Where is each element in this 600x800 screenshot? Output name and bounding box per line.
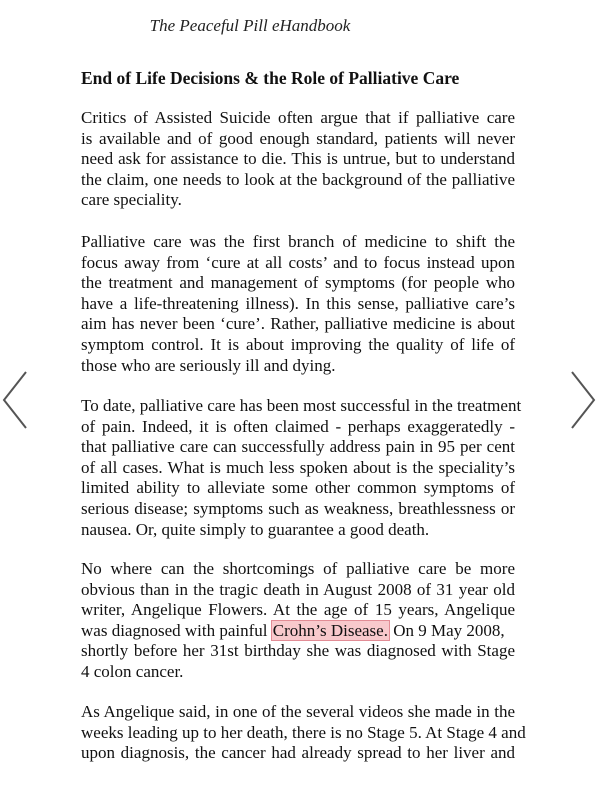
text-line: 4 colon cancer. [81,661,184,681]
text-line: aim has never been ‘cure’. Rather, palliative medicine is about [81,314,515,334]
text-line: nausea. Or, quite simply to guarantee a good death. [81,519,430,539]
text-line: the claim, one needs to look at the background of the palliative [81,169,515,189]
text-line: that palliative care can successfully address pain in 95 per cent [81,437,515,457]
text-fragment: was diagnosed with painful [81,620,272,640]
text-line: symptom control. It is about improving the quality of life of [81,334,515,354]
chevron-right-icon [568,370,598,430]
chevron-left-icon [0,370,30,430]
running-header: The Peaceful Pill eHandbook [149,16,351,35]
text-line: No where can the shortcomings of palliative care be more [81,559,515,578]
text-line: obvious than in the tragic death in August 2008 of 31 year old [81,579,515,599]
paragraph-3 [81,396,522,540]
text-line: writer, Angelique Flowers. At the age of 15 years, Angelique [81,600,515,620]
text-line: shortly before her 31st birthday she was diagnosed with Stage [81,641,515,661]
highlighted-text[interactable]: Crohn’s Disease. [272,620,388,640]
text-fragment: On 9 May 2008, [388,620,505,640]
paragraph-5 [81,702,526,764]
text-line [81,621,515,642]
text-line: serious disease; symptoms such as weakness, breathlessness or [81,498,515,518]
text-line: those who are seriously ill and dying. [81,355,336,375]
text-line: of pain. Indeed, it is often claimed - perhaps exaggeratedly - [81,416,515,436]
paragraph-4 [81,559,515,683]
text-line: need ask for assistance to die. This is untrue, but to understand [81,149,515,169]
previous-page-button[interactable] [0,370,30,430]
text-line: upon diagnosis, the cancer had already spread to her liver and [81,743,515,763]
text-line: is available and of good enough standard, patients will never [81,128,515,148]
text-line: Palliative care was the first branch of medicine to shift the [81,232,515,251]
next-page-button[interactable] [568,370,598,430]
text-line: the treatment and management of symptoms (for people who [81,273,515,293]
text-line: To date, palliative care has been most successful in the treatment [81,396,522,415]
text-line: limited ability to alleviate some other common symptoms of [81,478,515,498]
section-title: End of Life Decisions & the Role of Palliative Care [81,68,460,88]
text-line: As Angelique said, in one of the several videos she made in the [81,702,515,721]
text-line: care speciality. [81,190,182,210]
text-line: have a life-threatening illness). In this sense, palliative care’s [81,293,515,313]
text-line: weeks leading up to her death, there is no Stage 5. At Stage 4 and [81,722,526,742]
text-line: focus away from ‘cure at all costs’ and to focus instead upon [81,252,515,272]
paragraph-1 [81,108,515,211]
text-line: Critics of Assisted Suicide often argue that if palliative care [81,108,515,127]
text-line: of all cases. What is much less spoken about is the speciality’s [81,457,515,477]
paragraph-2 [81,232,515,376]
